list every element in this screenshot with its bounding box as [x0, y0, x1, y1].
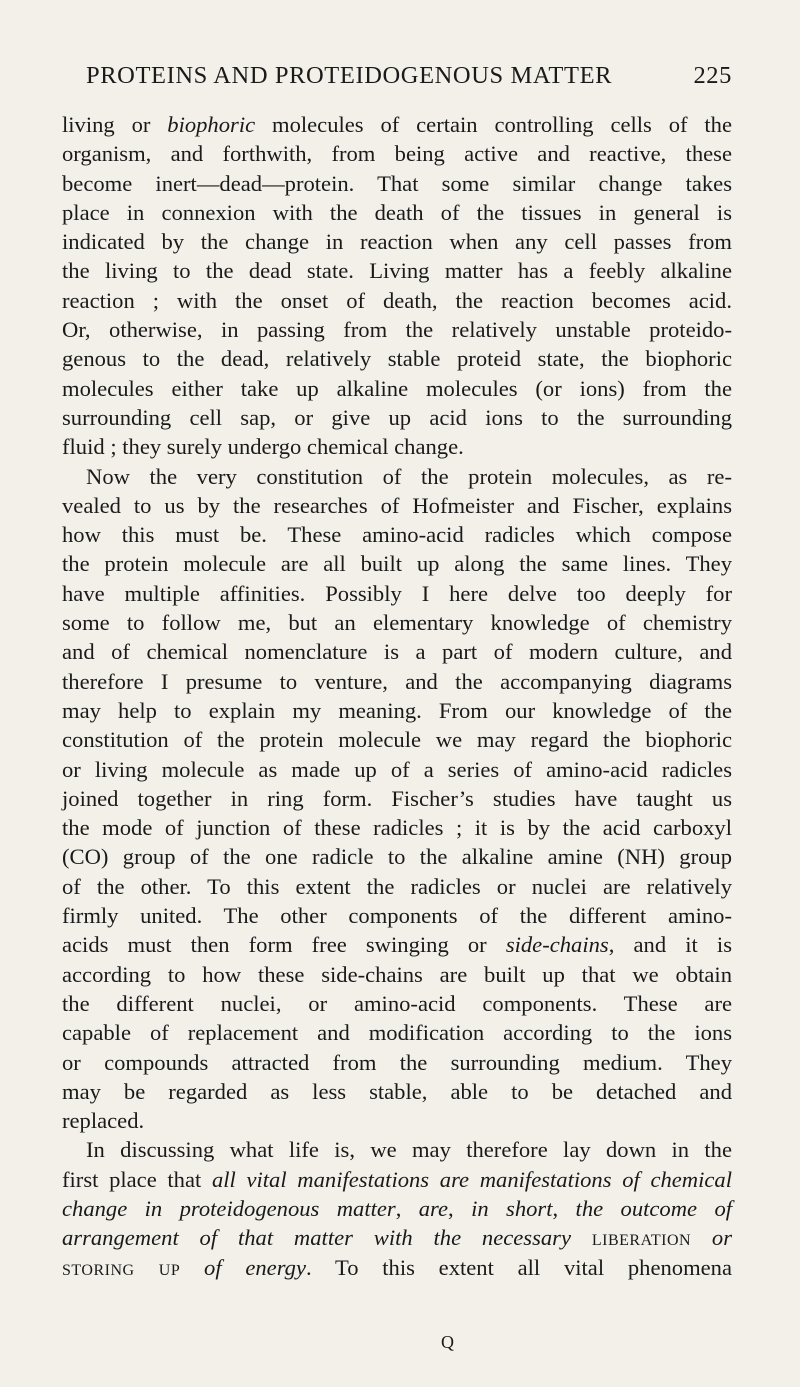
- text-line-27: of the other. To this extent the radicles or nuclei are relatively: [62, 873, 732, 899]
- text-line-36: In discussing what life is, we may therefore lay down in the: [86, 1137, 732, 1163]
- text-line-8: Or, otherwise, in passing from the relatively unstable proteido-: [62, 317, 732, 343]
- text-line-21: may help to explain my meaning. From our knowledge of the: [62, 697, 732, 723]
- text-line-37: first place that all vital manifestations are manifestations of chemical: [62, 1166, 732, 1192]
- text-line-3: become inert—dead—protein. That some similar change takes: [62, 170, 732, 196]
- text-line-33: or compounds attracted from the surrounding medium. They: [62, 1049, 732, 1075]
- text-line-15: how this must be. These amino-acid radicles which compose: [62, 522, 732, 548]
- text-line-2: organism, and forthwith, from being active and reactive, these: [62, 141, 732, 167]
- text-line-24: joined together in ring form. Fischer’s studies have taught us: [62, 785, 732, 811]
- text-line-7: reaction ; with the onset of death, the reaction becomes acid.: [62, 287, 732, 313]
- text-line-31: the different nuclei, or amino-acid components. These are: [62, 990, 732, 1016]
- text-line-13: Now the very constitution of the protein molecules, as re-: [86, 463, 732, 489]
- text-line-9: genous to the dead, relatively stable proteid state, the biophoric: [62, 346, 732, 372]
- text-line-38: change in proteidogenous matter, are, in short, the outcome of: [62, 1195, 733, 1221]
- text-line-35: replaced.: [62, 1108, 145, 1134]
- text-line-32: capable of replacement and modification according to the ions: [62, 1020, 732, 1046]
- text-line-39: arrangement of that matter with the necessary liberation or: [62, 1225, 732, 1251]
- text-line-1: living or biophoric molecules of certain controlling cells of the: [62, 112, 732, 137]
- text-line-4: place in connexion with the death of the tissues in general is: [62, 199, 732, 225]
- text-line-25: the mode of junction of these radicles ; it is by the acid carboxyl: [62, 815, 732, 841]
- text-line-23: or living molecule as made up of a series of amino-acid radicles: [62, 756, 732, 782]
- text-line-6: the living to the dead state. Living matter has a feebly alkaline: [62, 258, 732, 284]
- running-head-title: PROTEINS AND PROTEIDOGENOUS MATTER: [86, 62, 613, 89]
- text-line-26: (CO) group of the one radicle to the alkaline amine (NH) group: [62, 844, 732, 870]
- text-line-12: fluid ; they surely undergo chemical change.: [62, 434, 464, 460]
- text-line-14: vealed to us by the researches of Hofmeister and Fischer, explains: [62, 492, 732, 518]
- text-line-34: may be regarded as less stable, able to be detached and: [62, 1078, 732, 1104]
- text-line-22: constitution of the protein molecule we may regard the biophoric: [62, 727, 732, 753]
- running-header: [62, 62, 732, 96]
- text-line-17: have multiple affinities. Possibly I here delve too deeply for: [62, 580, 732, 606]
- text-line-5: indicated by the change in reaction when any cell passes from: [62, 229, 732, 255]
- text-line-16: the protein molecule are all built up along the same lines. They: [62, 551, 732, 577]
- page-number: 225: [693, 62, 732, 89]
- text-line-18: some to follow me, but an elementary knowledge of chemistry: [62, 610, 732, 636]
- text-line-29: acids must then form free swinging or side-chains, and it is: [62, 932, 732, 958]
- text-line-20: therefore I presume to venture, and the accompanying diagrams: [62, 668, 732, 694]
- text-line-30: according to how these side-chains are built up that we obtain: [62, 961, 732, 987]
- text-line-40: storing up of energy. To this extent all vital phenomena: [62, 1254, 733, 1280]
- text-line-19: and of chemical nomenclature is a part of modern culture, and: [62, 639, 732, 665]
- signature-mark: Q: [441, 1332, 454, 1352]
- text-line-10: molecules either take up alkaline molecules (or ions) from the: [62, 375, 732, 401]
- text-line-28: firmly united. The other components of the different amino-: [62, 903, 732, 929]
- text-line-11: surrounding cell sap, or give up acid ions to the surrounding: [62, 404, 732, 430]
- body-text: [62, 110, 732, 1282]
